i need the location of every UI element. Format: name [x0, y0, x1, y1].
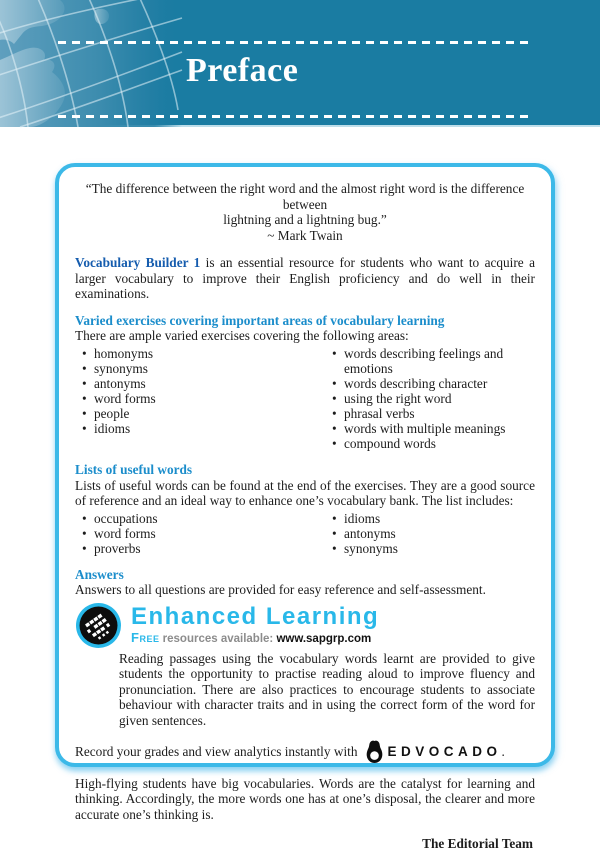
intro-paragraph [75, 255, 535, 302]
list-item-label: antonyms [344, 525, 396, 541]
varied-exercises-right-column [325, 346, 535, 451]
list-item [325, 511, 535, 526]
list-item [75, 541, 325, 556]
list-item-label: idioms [344, 510, 381, 526]
varied-exercises-list [75, 346, 535, 451]
list-item-label: using the right word [344, 390, 452, 406]
editorial-team-signature: The Editorial Team [422, 836, 533, 852]
varied-exercises-left-column [75, 346, 325, 451]
edvocado-avocado-icon [364, 740, 385, 764]
globe-image [0, 0, 182, 127]
closing-paragraph: High-flying students have big vocabularies. Words are the catalyst for learning and thinking. Accordingly, the more words one has at one’s disposal, the clearer and more accurate one’s thinking is. [75, 775, 535, 822]
list-item [75, 406, 325, 421]
lists-intro: Lists of useful words can be found at the end of the exercises. They are a good source of reference and an ideal way to enhance one’s vocabulary bank. The list includes: [75, 477, 535, 509]
list-item-label: antonyms [94, 375, 146, 391]
list-item-label: occupations [94, 510, 158, 526]
list-item-label: idioms [94, 421, 131, 436]
useful-words-list [75, 511, 535, 556]
varied-exercises-intro: There are ample varied exercises covering the following areas: [75, 328, 409, 344]
bullet-icon: • [332, 510, 337, 526]
list-item [75, 376, 325, 391]
quote-line-1: “The difference between the right word and the almost right word is the difference between [85, 181, 525, 212]
bullet-icon: • [332, 525, 337, 541]
bullet-icon: • [82, 390, 87, 406]
list-item-label: word forms [94, 390, 156, 406]
list-item [75, 421, 325, 436]
edvocado-line [75, 740, 535, 764]
edvocado-prefix: Record your grades and view analytics instantly with [75, 743, 358, 759]
tagline-rest-text: resources available: [159, 632, 277, 645]
useful-words-right-column [325, 511, 535, 556]
bullet-icon: • [82, 421, 87, 436]
quote-attribution: ~ Mark Twain [267, 227, 343, 243]
bullet-icon: • [82, 525, 87, 541]
list-item-label: proverbs [94, 540, 141, 556]
list-item [325, 406, 535, 421]
list-item-label: phrasal verbs [344, 405, 415, 421]
bullet-icon: • [332, 405, 337, 421]
section-heading-answers: Answers [75, 566, 124, 582]
bullet-icon: • [82, 375, 87, 391]
list-item-label: people [94, 405, 130, 421]
list-item [325, 391, 535, 406]
bullet-icon: • [332, 421, 337, 436]
bullet-icon: • [82, 510, 87, 526]
intro-text: is an essential resource for students who want to acquire a larger vocabulary to improve their English proficiency and do well in their examinations. [75, 255, 535, 302]
list-item [325, 421, 535, 436]
quote-line-2: lightning and a lightning bug.” [223, 212, 387, 228]
enhanced-learning-tagline [131, 630, 379, 646]
list-item-label: words describing feelings and emotions [344, 345, 504, 376]
enhanced-learning-description: Reading passages using the vocabulary words learnt are provided to give students the opportunity to practise reading aloud to improve fluency and pronunciation. There are also practices to encourage students to associate behaviour with character traits and in using the correct form of the word for given sentences. [119, 650, 535, 728]
bullet-icon: • [332, 436, 337, 452]
list-item [75, 361, 325, 376]
enhanced-learning-text-group [131, 602, 380, 646]
enhanced-learning-brand: Enhanced Learning [131, 602, 380, 630]
list-item-label: synonyms [344, 540, 398, 556]
book-title-text: Vocabulary Builder 1 [75, 255, 201, 271]
list-item [325, 346, 535, 376]
bullet-icon: • [82, 540, 87, 556]
useful-words-left-column [75, 511, 325, 556]
list-item [75, 346, 325, 361]
list-item-label: synonyms [94, 360, 148, 376]
edvocado-brand: EDVOCADO [387, 743, 502, 759]
tagline-url-text: www.sapgrp.com [276, 632, 372, 645]
epigraph-quote [81, 181, 529, 243]
list-item-label: homonyms [94, 345, 154, 361]
list-item [325, 541, 535, 556]
list-item [325, 376, 535, 391]
page-header-banner [0, 0, 600, 127]
page-title: Preface [186, 52, 299, 89]
bullet-icon: • [332, 390, 337, 406]
list-item [325, 526, 535, 541]
list-item-label: compound words [344, 436, 436, 452]
list-item [325, 436, 535, 451]
enhanced-learning-icon [75, 602, 122, 649]
bullet-icon: • [332, 540, 337, 556]
edvocado-suffix: . [501, 743, 505, 759]
bullet-icon: • [332, 345, 337, 361]
list-item-label: word forms [94, 525, 156, 541]
bullet-icon: • [82, 360, 87, 376]
list-item [75, 526, 325, 541]
list-item-label: words with multiple meanings [344, 421, 506, 436]
section-heading-varied-exercises: Varied exercises covering important areas of vocabulary learning [75, 312, 445, 328]
enhanced-learning-logo-block [75, 602, 535, 649]
edvocado-logo [364, 740, 502, 764]
header-dashed-line-bottom [58, 115, 534, 118]
bullet-icon: • [332, 375, 337, 391]
bullet-icon: • [82, 345, 87, 361]
tagline-free-text: Free [131, 629, 160, 645]
bullet-icon: • [82, 405, 87, 421]
list-item-label: words describing character [344, 375, 488, 391]
header-dashed-line-top [58, 41, 534, 44]
section-heading-lists-of-useful-words: Lists of useful words [75, 462, 193, 478]
list-item [75, 511, 325, 526]
preface-content-box [55, 163, 555, 852]
answers-text: Answers to all questions are provided for easy reference and self-assessment. [75, 582, 486, 598]
list-item [75, 391, 325, 406]
